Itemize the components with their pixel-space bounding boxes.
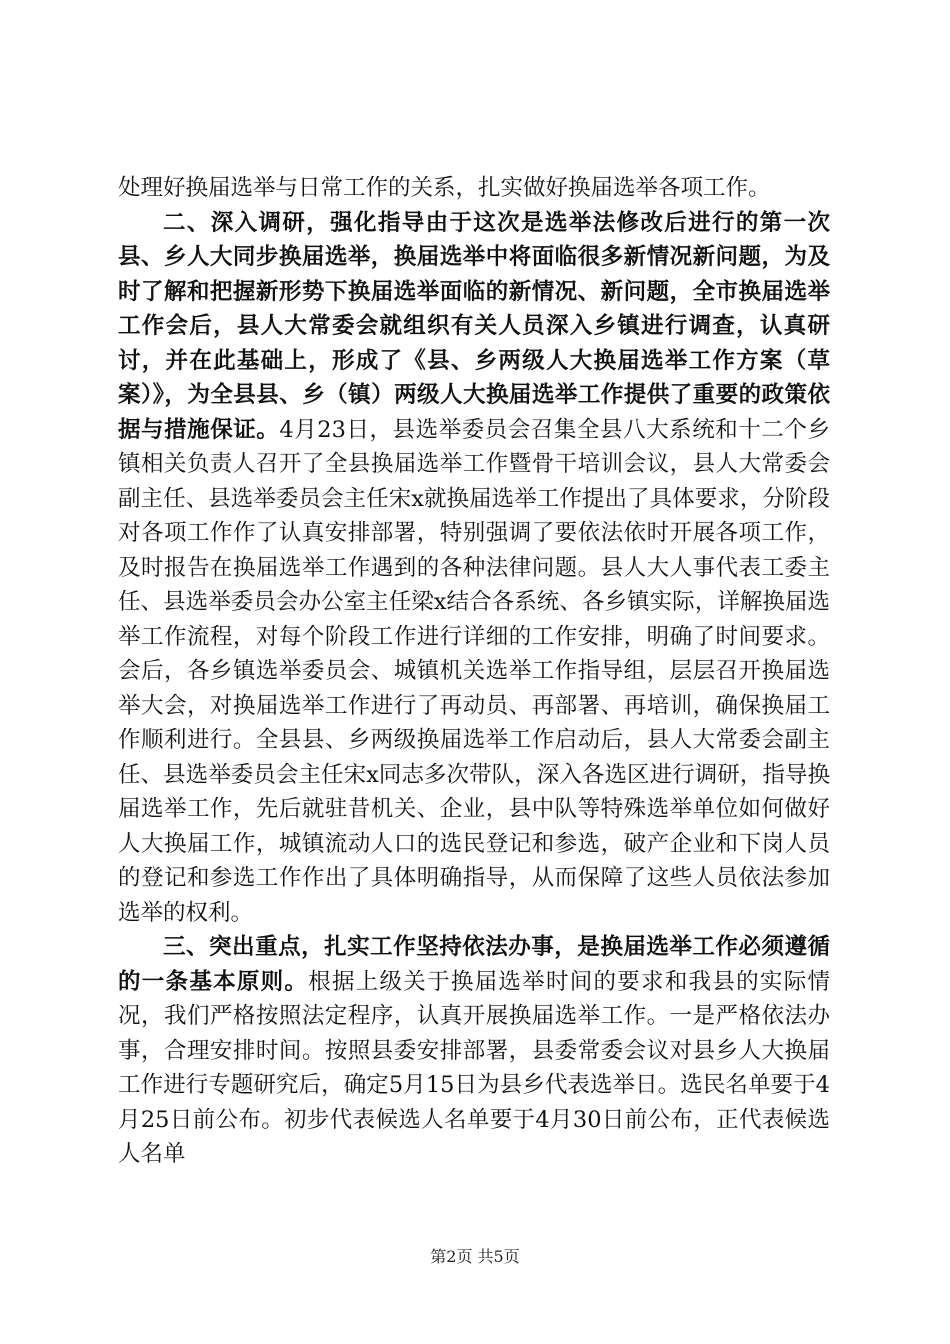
page-number: 第2页 共5页 <box>430 1247 520 1266</box>
paragraph-1-text: 处理好换届选举与日常工作的关系，扎实做好换届选举各项工作。 <box>118 175 771 201</box>
paragraph-2-text: 4月23日，县选举委员会召集全县八大系统和十二个乡镇相关负责人召开了全县换届选举工作暨骨干培训会议，县人大常委会副主任、县选举委员会主任宋x就换届选举工作提出了具体要求，分阶段对各项工作作了认真安排部署，特别强调了要依法依时开展各项工作，及时报告在换届选举工作遇到的各种法律问题。县人大人事代表工委主任、县选举委员会办公室主任梁x结合各系统、各乡镇实际，详解换届选举工作流程，对每个阶段工作进行详细的工作安排，明确了时间要求。会后，各乡镇选举委员会、城镇机关选举工作指导组，层层召开换届选举大会，对换届选举工作进行了再动员、再部署、再培训，确保换届工作顺利进行。全县县、乡两级换届选举工作启动后，县人大常委会副主任、县选举委员会主任宋x同志多次带队，深入各选区进行调研，指导换届选举工作，先后就驻昔机关、企业，县中队等特殊选举单位如何做好人大换届工作，城镇流动人口的选民登记和参选，破产企业和下岗人员的登记和参选工作作出了具体明确指导，从而保障了这些人员依法参加选举的权利。 <box>118 416 830 926</box>
paragraph-2-heading: 二、深入调研，强化指导由于这次是选举法修改后进行的第一次县、乡人大同步换届选举，换届选举中将面临很多新情况新问题，为及时了解和把握新形势下换届选举面临的新情况、新问题，全市换届选举工作会后，县人大常委会就组织有关人员深入乡镇进行调查，认真研讨，并在此基础上，形成了《县、乡两级人大换届选举工作方案（草案）》，为全县县、乡（镇）两级人大换届选举工作提供了重要的政策依据与措施保证。 <box>118 209 830 443</box>
page-footer <box>0 1244 950 1267</box>
body-text <box>118 171 830 1172</box>
paragraph-3-heading: 三、突出重点，扎实工作坚持依法办事，是换届选举工作必须遵循的一条基本原则。 <box>118 934 830 995</box>
paragraph-3 <box>118 930 830 1172</box>
paragraph-2 <box>118 206 830 931</box>
paragraph-1 <box>118 171 830 206</box>
paragraph-3-text: 根据上级关于换届选举时间的要求和我县的实际情况，我们严格按照法定程序，认真开展换届选举工作。一是严格依法办事，合理安排时间。按照县委安排部署，县委常委会议对县乡人大换届工作进行专题研究后，确定5月15日为县乡代表选举日。选民名单要于4月25日前公布。初步代表候选人名单要于4月30日前公布，正代表候选人名单 <box>118 968 830 1167</box>
